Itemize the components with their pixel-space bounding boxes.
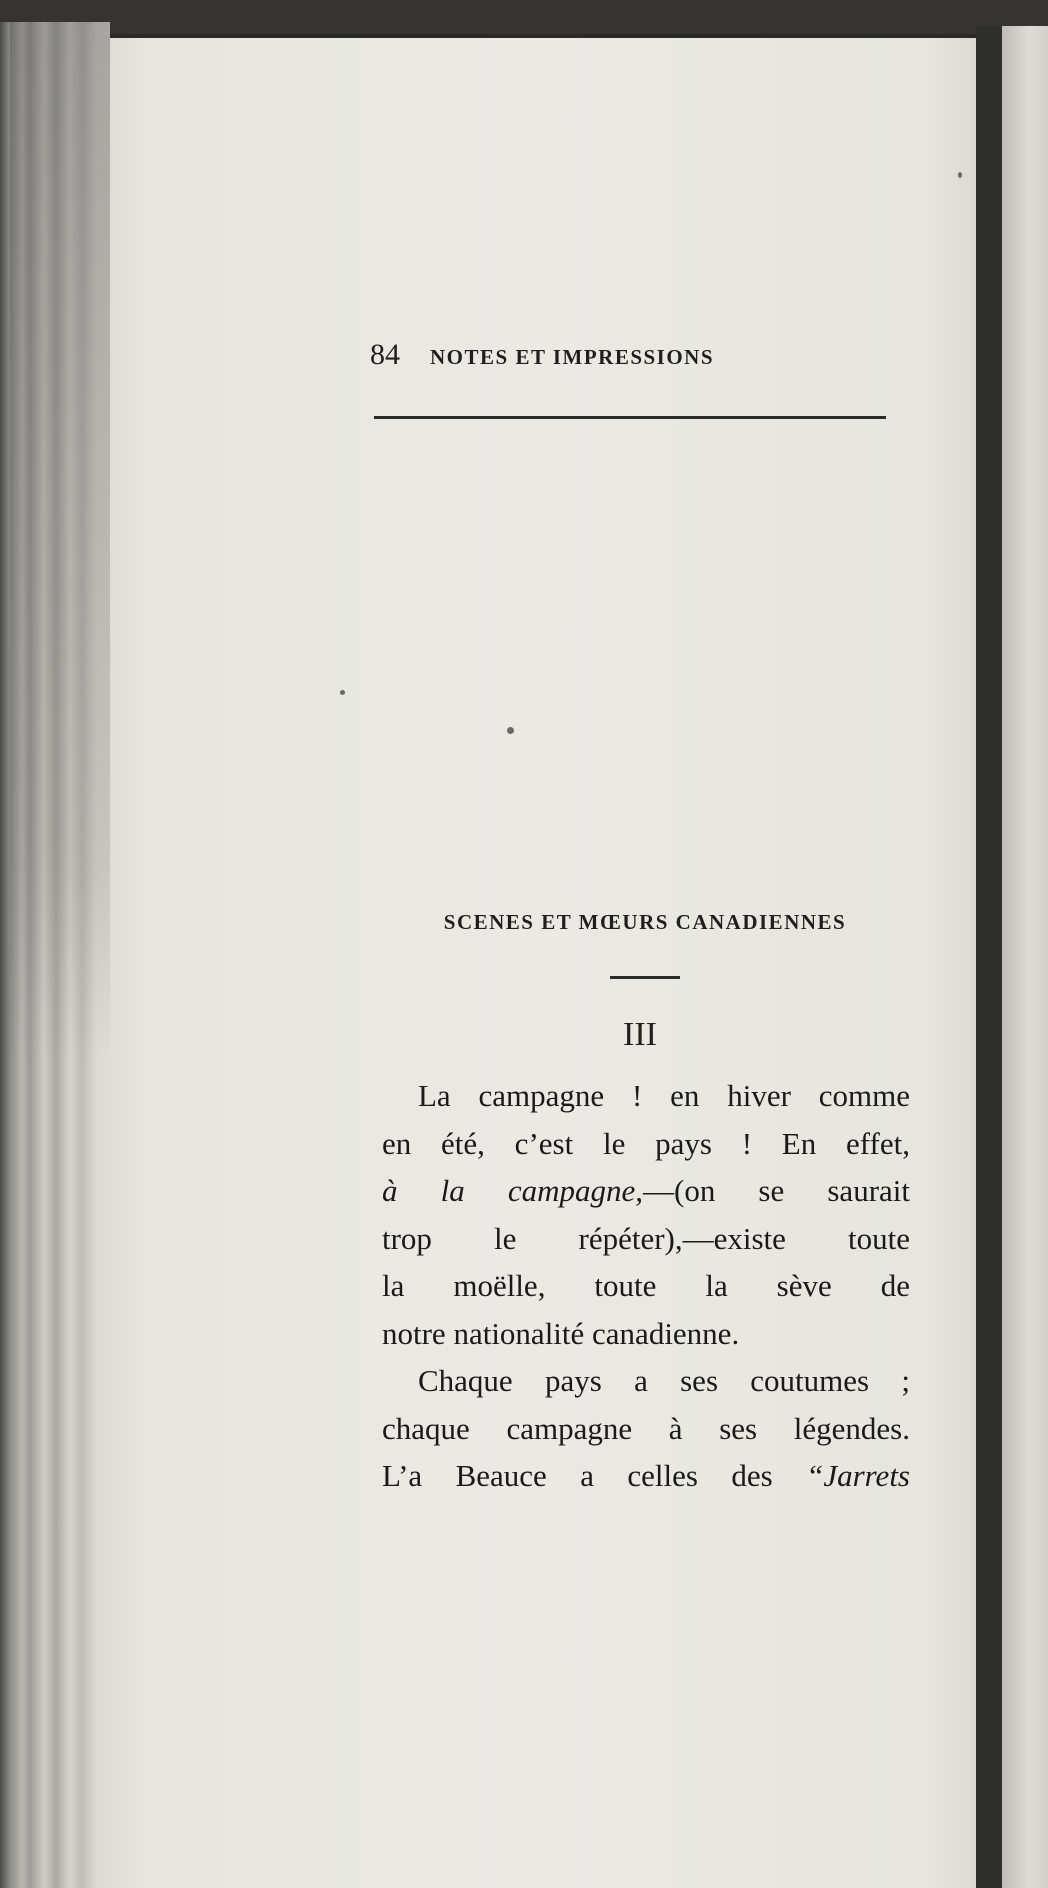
text-line — [382, 1452, 910, 1500]
paper-speck — [507, 727, 514, 734]
running-header — [370, 338, 890, 378]
book-binding — [976, 26, 1002, 1888]
text-line: Chaque pays a ses coutumes ; — [418, 1363, 910, 1398]
paper-speck — [958, 172, 962, 178]
facing-page-edge — [1002, 26, 1048, 1888]
text-line: trop le répéter),—existe toute — [382, 1220, 910, 1256]
italic-phrase: “Jarrets — [806, 1458, 910, 1493]
italic-phrase: à la campagne, — [382, 1173, 643, 1208]
text-fragment: —(on se saurait — [643, 1173, 910, 1208]
text-line: notre nationalité canadienne. — [382, 1315, 740, 1351]
text-line: chaque campagne à ses légendes. — [382, 1410, 910, 1446]
section-divider — [610, 976, 680, 979]
text-fragment: L’a Beauce a celles des — [382, 1458, 807, 1493]
book-page — [100, 38, 980, 1888]
header-rule — [374, 416, 886, 419]
page-number: 84 — [370, 338, 400, 371]
text-line: La campagne ! en hiver comme — [418, 1078, 910, 1113]
chapter-number: III — [623, 1016, 657, 1053]
page-edge-stain — [10, 22, 110, 1062]
text-line — [382, 1167, 910, 1215]
scan-top-border — [0, 0, 1048, 34]
text-line: la moëlle, toute la sève de — [382, 1268, 910, 1303]
paper-speck — [340, 690, 345, 695]
text-line: en été, c’est le pays ! En effet, — [382, 1125, 910, 1161]
body-text — [382, 1072, 910, 1500]
section-title: SCENES ET MŒURS CANADIENNES — [443, 910, 847, 934]
running-title: NOTES ET IMPRESSIONS — [430, 345, 715, 369]
